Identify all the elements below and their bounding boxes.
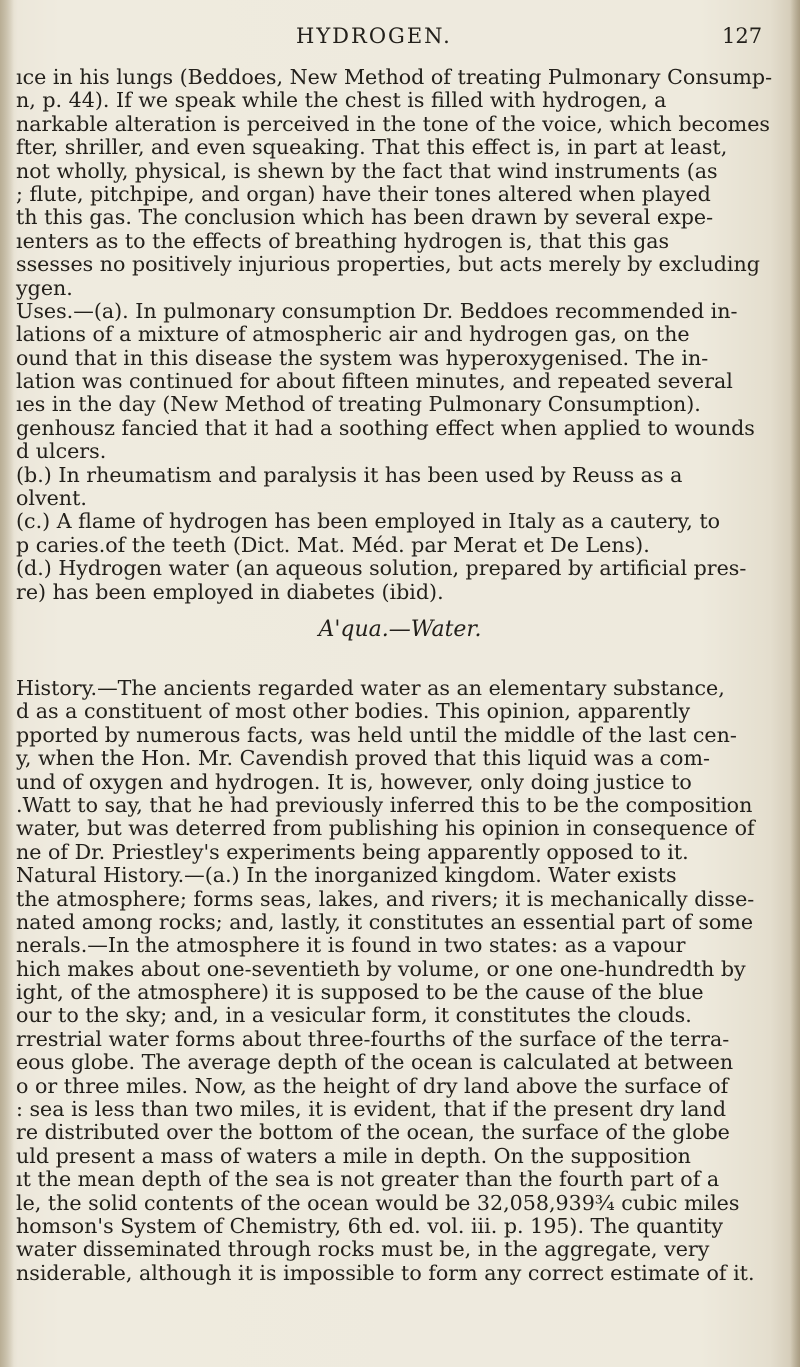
text-line: lation was continued for about fifteen minutes, and repeated several (16, 369, 733, 394)
page-number: 127 (722, 24, 763, 48)
text-line: the atmosphere; forms seas, lakes, and rivers; it is mechanically disse- (16, 886, 755, 911)
text-line: Uses.—(a). In pulmonary consumption Dr. Beddoes recommended in- (16, 298, 738, 323)
text-line: hich makes about one-seventieth by volume, or one one-hundredth by (16, 956, 746, 981)
section-heading-water: A'qua.—Water. (318, 617, 482, 642)
text-line: y, when the Hon. Mr. Cavendish proved that this liquid was a com- (16, 746, 710, 771)
text-line: not wholly, physical, is shewn by the fact that wind instruments (as (16, 158, 718, 183)
text-line: lations of a mixture of atmospheric air and hydrogen gas, on the (16, 322, 690, 347)
header-title: HYDROGEN. (296, 24, 452, 48)
text-line: le, the solid contents of the ocean would be 32,058,939¾ cubic miles (16, 1190, 740, 1215)
text-line: nsiderable, although it is impossible to form any correct estimate of it. (16, 1260, 755, 1285)
paragraph-block-breathing (16, 65, 773, 604)
text-line: olvent. (16, 486, 87, 511)
text-line: .Watt to say, that he had previously inferred this to be the composition (16, 792, 753, 817)
text-line: rrestrial water forms about three-fourths of the surface of the terra- (16, 1026, 730, 1051)
text-line: n, p. 44). If we speak while the chest is filled with hydrogen, a (16, 88, 667, 113)
text-line: water disseminated through rocks must be, in the aggregate, very (16, 1237, 710, 1262)
text-line: ight, of the atmosphere) it is supposed to be the cause of the blue (16, 980, 704, 1005)
text-line: ygen. (16, 275, 73, 300)
text-line: ound that in this disease the system was hyperoxygenised. The in- (16, 345, 709, 370)
text-line: pported by numerous facts, was held until the middle of the last cen- (16, 722, 737, 747)
text-line: narkable alteration is perceived in the tone of the voice, which becomes (16, 111, 770, 136)
text-line: History.—The ancients regarded water as an elementary substance, (16, 676, 725, 700)
paragraph-block-water (16, 677, 762, 1285)
text-line: ; flute, pitchpipe, and organ) have their tones altered when played (16, 181, 711, 206)
text-line: und of oxygen and hydrogen. It is, however, only doing justice to (16, 769, 692, 794)
text-line: ssesses no positively injurious properties, but acts merely by excluding (16, 252, 760, 277)
text-line: Natural History.—(a.) In the inorganized kingdom. Water exists (16, 863, 677, 888)
text-line: ıes in the day (New Method of treating Pulmonary Consumption). (16, 392, 701, 417)
text-line: genhousz fancied that it had a soothing effect when applied to wounds (16, 415, 755, 440)
text-line: our to the sky; and, in a vesicular form, it constitutes the clouds. (16, 1003, 692, 1028)
text-line: ne of Dr. Priestley's experiments being apparently opposed to it. (16, 839, 689, 864)
text-line: homson's System of Chemistry, 6th ed. vol. iii. p. 195). The quantity (16, 1213, 724, 1238)
text-line: p caries.of the teeth (Dict. Mat. Méd. par Merat et De Lens). (16, 532, 650, 557)
page-edge (790, 0, 800, 1367)
text-line: nerals.—In the atmosphere it is found in two states: as a vapour (16, 933, 686, 958)
gutter-shadow (0, 0, 14, 1367)
text-line: re) has been employed in diabetes (ibid). (16, 579, 444, 604)
text-line: th this gas. The conclusion which has been drawn by several expe- (16, 205, 714, 230)
text-line: (b.) In rheumatism and paralysis it has been used by Reuss as a (16, 462, 683, 487)
text-line: (c.) A flame of hydrogen has been employed in Italy as a cautery, to (16, 509, 721, 534)
text-line: eous globe. The average depth of the ocean is calculated at between (16, 1050, 734, 1075)
text-line: ıt the mean depth of the sea is not greater than the fourth part of a (16, 1167, 720, 1192)
text-line: (d.) Hydrogen water (an aqueous solution, prepared by artificial pres- (16, 556, 747, 581)
text-line: ıce in his lungs (Beddoes, New Method of treating Pulmonary Consump- (16, 65, 773, 89)
text-line: water, but was deterred from publishing his opinion in consequence of (16, 816, 755, 841)
running-header (0, 20, 800, 60)
text-line: d ulcers. (16, 439, 107, 464)
text-line: uld present a mass of waters a mile in depth. On the supposition (16, 1143, 691, 1168)
text-line: nated among rocks; and, lastly, it constitutes an essential part of some (16, 909, 753, 934)
text-line: ıenters as to the effects of breathing hydrogen is, that this gas (16, 228, 670, 253)
text-line: fter, shriller, and even squeaking. That this effect is, in part at least, (16, 135, 728, 160)
text-line: re distributed over the bottom of the ocean, the surface of the globe (16, 1120, 730, 1145)
text-line: d as a constituent of most other bodies. This opinion, apparently (16, 699, 691, 724)
text-line: : sea is less than two miles, it is evident, that if the present dry land (16, 1097, 727, 1122)
text-line: o or three miles. Now, as the height of dry land above the surface of (16, 1073, 729, 1098)
